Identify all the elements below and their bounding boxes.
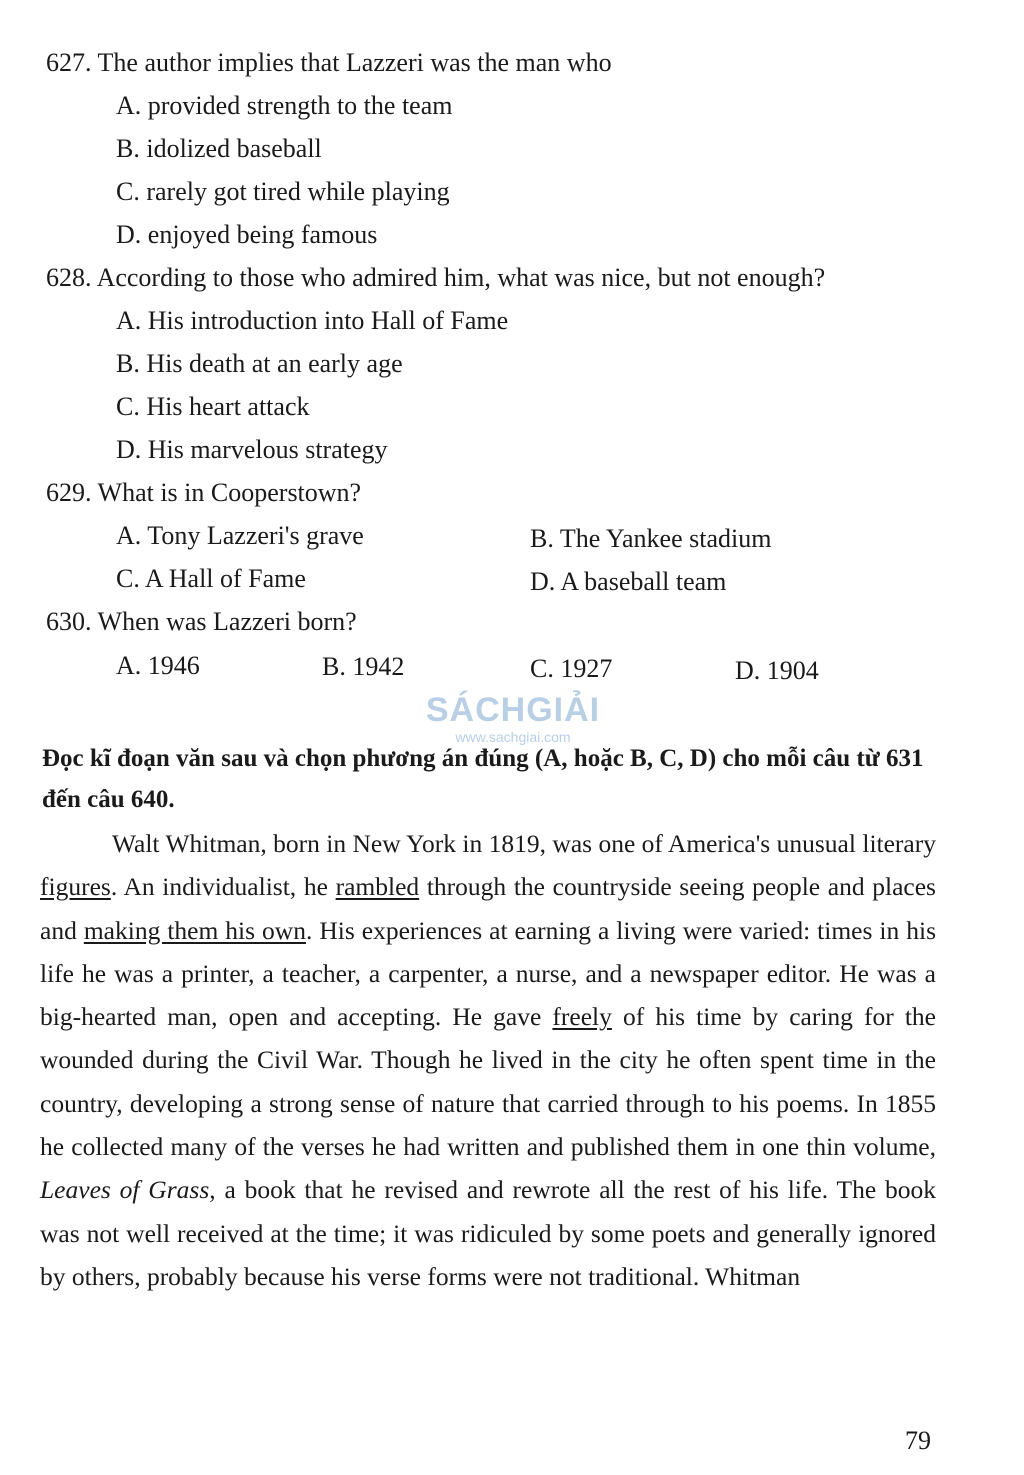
- question-629-option-c: C. A Hall of Fame: [116, 564, 306, 593]
- page-number: 79: [905, 1426, 931, 1455]
- reading-instruction: Đọc kĩ đoạn văn sau và chọn phương án đúng (A, hoặc B, C, D) cho mỗi câu từ 631 đến câu 640.: [42, 745, 924, 813]
- question-629-option-b: B. The Yankee stadium: [530, 524, 772, 553]
- passage-text-5: of his time by caring for the wounded during the Civil War. Though he lived in the city he often spent time in the country, developing a strong sense of nature that carried through to his poems. In 1855 he collected many of the verses he had written and published them in one thin volume,: [40, 1002, 936, 1162]
- passage-text-4: . His experiences at earning a living were varied: times in his life he was a printer, a teacher, a carpenter, a nurse, and a newspaper editor. He was a big-hearted man, open and accepting. He gave: [40, 915, 936, 1032]
- question-628-option-a: A. His introduction into Hall of Fame: [116, 306, 509, 335]
- question-628-stem: 628. According to those who admired him, what was nice, but not enough?: [46, 263, 826, 292]
- question-630-option-c: C. 1927: [530, 654, 613, 683]
- question-627-option-a: A. provided strength to the team: [116, 91, 453, 120]
- passage-text-3: through the countryside seeing people and places and: [40, 872, 936, 945]
- question-627-option-d: D. enjoyed being famous: [116, 220, 378, 249]
- question-627-option-b: B. idolized baseball: [116, 134, 322, 163]
- question-628-option-c: C. His heart attack: [116, 392, 310, 421]
- question-630-option-a: A. 1946: [116, 651, 200, 680]
- watermark-logo: [410, 690, 616, 744]
- watermark-brand: SÁCHGIẢI: [425, 691, 601, 729]
- underlined-word-rambled: rambled: [335, 872, 420, 902]
- question-629-option-a: A. Tony Lazzeri's grave: [116, 521, 364, 550]
- question-628-option-d: D. His marvelous strategy: [116, 435, 388, 464]
- question-630-option-d: D. 1904: [735, 656, 819, 685]
- question-630-stem: 630. When was Lazzeri born?: [46, 607, 357, 636]
- passage-text-1: Walt Whitman, born in New York in 1819, was one of America's unusual literary: [112, 829, 936, 858]
- watermark-url: www.sachgiai.com: [455, 729, 571, 745]
- question-630-option-b: B. 1942: [322, 652, 405, 681]
- underlined-word-figures: figures: [40, 872, 111, 902]
- question-627-stem: 627. The author implies that Lazzeri was the man who: [46, 48, 612, 77]
- question-629-stem: 629. What is in Cooperstown?: [46, 478, 362, 507]
- question-629-option-d: D. A baseball team: [530, 567, 727, 596]
- passage-text-2: . An individualist, he: [110, 872, 336, 902]
- underlined-word-freely: freely: [552, 1002, 612, 1032]
- question-628-option-b: B. His death at an early age: [116, 349, 403, 378]
- underlined-phrase-making-them-his-own: making them his own: [83, 915, 306, 945]
- question-627-option-c: C. rarely got tired while playing: [116, 177, 450, 206]
- book-title-leaves-of-grass: Leaves of Grass: [40, 1175, 210, 1205]
- passage-text-6: , a book that he revised and rewrote all the rest of his life. The book was not well received at the time; it was ridiculed by some poets and generally ignored by others, probably because his verse forms were not traditional. Whitman: [40, 1175, 936, 1291]
- reading-passage: [40, 822, 936, 1298]
